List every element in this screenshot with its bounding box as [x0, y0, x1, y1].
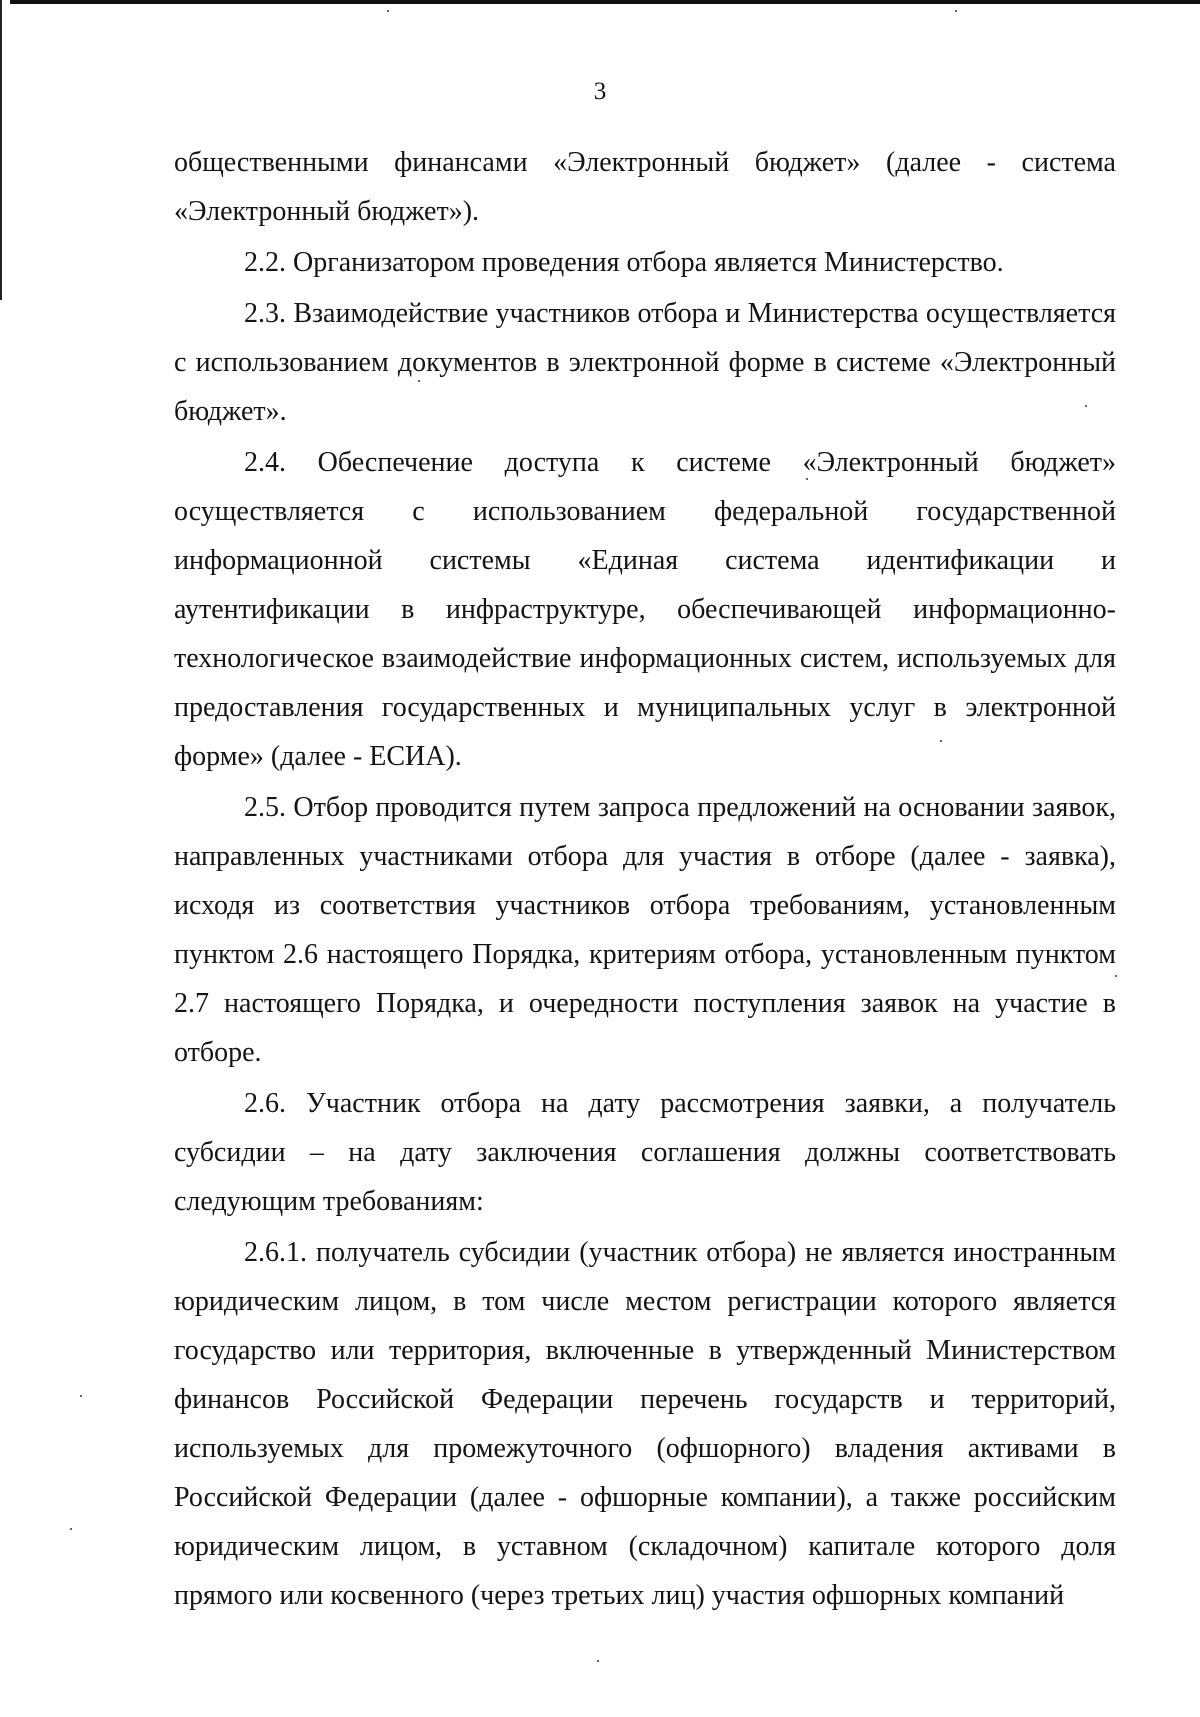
scan-speck [597, 1660, 599, 1662]
scan-speck [955, 10, 957, 12]
scan-top-border [10, 0, 1200, 4]
paragraph-continuation: общественными финансами «Электронный бюджет» (далее - система «Электронный бюджет»). [174, 147, 1116, 227]
scan-speck [80, 1395, 82, 1397]
paragraph-2-6-1: 2.6.1. получатель субсидии (участник отбора) не является иностранным юридическим лицом, в том числе местом регистрации которого является государство или территория, включенные в утвержденный Министерством финансов Российской Федерации перечень государств и территорий, используемых для промежуточного (офшорного) владения активами в Российской Федерации (далее - офшорные компании), а также российским юридическим лицом, в уставном (складочном) капитале которого доля прямого или косвенного (через третьих лиц) участия офшорных компаний [174, 1237, 1116, 1611]
scan-speck [387, 10, 389, 12]
paragraph-2-3: 2.3. Взаимодействие участников отбора и Министерства осуществляется с использованием документов в электронной форме в системе «Электронный бюджет». [174, 298, 1116, 427]
page-number: 3 [593, 78, 607, 105]
paragraph-2-2: 2.2. Организатором проведения отбора является Министерство. [244, 247, 1004, 278]
scan-left-border [0, 0, 2, 300]
scan-speck [70, 1528, 72, 1530]
document-body [174, 138, 1116, 1620]
paragraph-2-5: 2.5. Отбор проводится путем запроса предложений на основании заявок, направленных участниками отбора для участия в отборе (далее - заявка), исходя из соответствия участников отбора требованиям, установленным пунктом 2.6 настоящего Порядка, критериям отбора, установленным пунктом 2.7 настоящего Порядка, и очередности поступления заявок на участие в отборе. [174, 792, 1116, 1068]
paragraph-2-4: 2.4. Обеспечение доступа к системе «Электронный бюджет» осуществляется с использованием федеральной государственной информационной системы «Единая система идентификации и аутентификации в инфраструктуре, обеспечивающей информационно-технологическое взаимодействие информационных систем, используемых для предоставления государственных и муниципальных услуг в электронной форме» (далее - ЕСИА). [174, 447, 1116, 772]
paragraph-2-6: 2.6. Участник отбора на дату рассмотрения заявки, а получатель субсидии – на дату заключения соглашения должны соответствовать следующим требованиям: [174, 1088, 1116, 1217]
